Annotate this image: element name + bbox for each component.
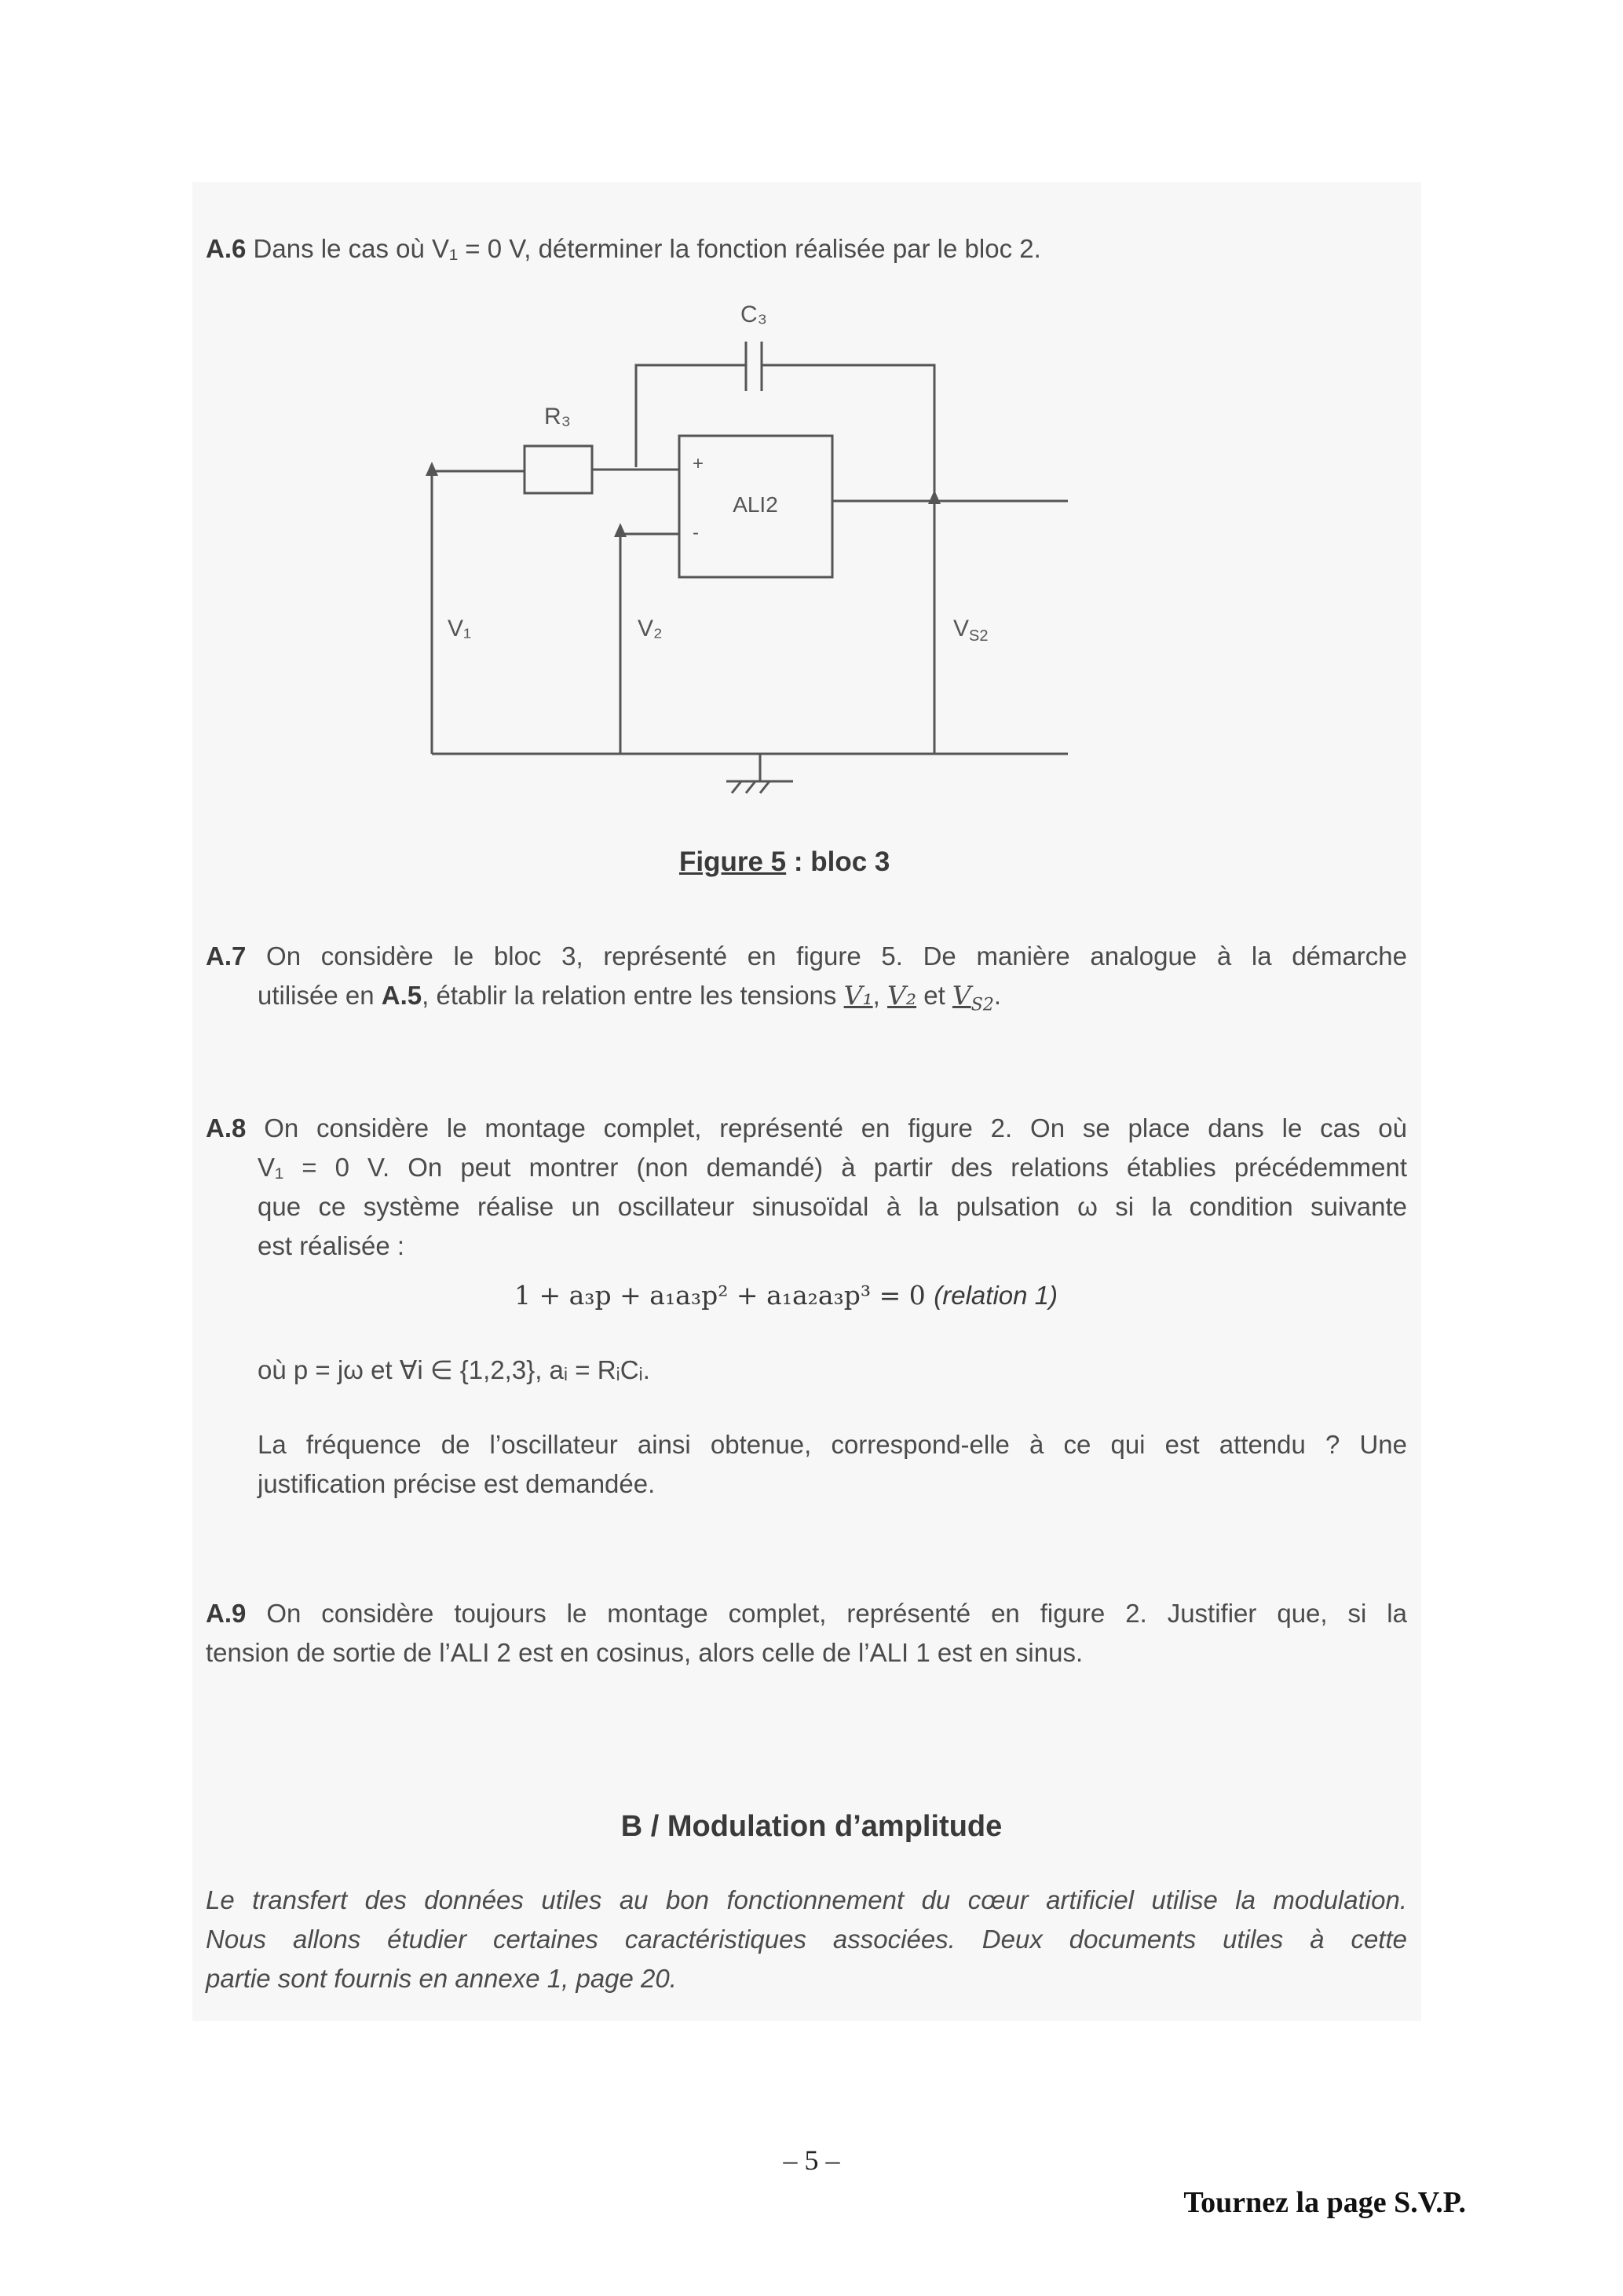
v2-wire: [620, 534, 679, 754]
section-title: B / Modulation d’amplitude: [620, 1810, 1003, 1843]
label-ali2: ALI2: [733, 492, 778, 517]
question-a7-line2: utilisée en A.5, établir la relation entre les tensions V₁, V₂ et $V_{S2}$.: [258, 980, 1002, 1015]
feedback-wire-left: [636, 365, 746, 467]
label-r3: R₃: [544, 404, 571, 430]
equation-relation-1: 1 + a₃p + a₁a₃p² + a₁a₂a₃p³ = 0 (relation 1): [514, 1280, 1058, 1311]
v2-arrow-icon: [614, 523, 627, 537]
label-v1: V₁: [448, 616, 472, 642]
question-a9-line2: tension de sortie de l’ALI 2 est en cosinus, alors celle de l’ALI 1 est en sinus.: [206, 1638, 1084, 1667]
vs2-arrow-icon: [928, 490, 941, 504]
page-number: – 5 –: [783, 2144, 840, 2176]
label-plus: +: [693, 453, 704, 474]
question-a6: [206, 229, 1041, 269]
question-a9: [206, 1594, 1407, 1633]
circuit-diagram: [408, 291, 1084, 832]
resistor-r3: [525, 446, 592, 493]
question-a8-line4: est réalisée :: [258, 1231, 405, 1260]
label-c3: C₃: [740, 302, 767, 327]
question-number: A.7: [206, 941, 247, 971]
question-a8-question-line2: justification précise est demandée.: [258, 1469, 656, 1498]
equation-definitions: où p = jω et ∀i ∈ {1,2,3}, aᵢ = RᵢCᵢ.: [258, 1355, 650, 1384]
question-a8-line3: que ce système réalise un oscillateur sinusoïdal à la pulsation ω si la condition suivante: [258, 1192, 1407, 1221]
v1-arrow-icon: [426, 462, 438, 476]
question-number: A.8: [206, 1113, 247, 1143]
question-a8-question-line1: La fréquence de l’oscillateur ainsi obtenue, correspond-elle à ce qui est attendu ? Une: [258, 1430, 1407, 1459]
question-a8: [206, 1109, 1407, 1148]
question-number: A.6: [206, 234, 247, 263]
turn-page-note: Tournez la page S.V.P.: [1183, 2186, 1466, 2219]
figure-caption: Figure 5 : bloc 3: [679, 846, 890, 877]
question-text: On considère toujours le montage complet, représenté en figure 2. Justifier que, si la: [266, 1599, 1407, 1628]
v1-wire: [432, 471, 525, 754]
label-minus: -: [693, 522, 699, 543]
question-a8-line2: V₁ = 0 V. On peut montrer (non demandé) à partir des relations établies précédemment: [258, 1153, 1407, 1182]
feedback-wire-right: [762, 365, 934, 501]
label-v2: V₂: [638, 616, 663, 642]
question-number: A.9: [206, 1599, 247, 1628]
section-intro: Le transfert des données utiles au bon fonctionnement du cœur artificiel utilise la modulation. Nous allons étudier certaines caractéristiques associées. Deux documents utiles à cette partie sont fournis en annexe 1, page 20.: [206, 1885, 1407, 1993]
question-text: On considère le bloc 3, représenté en figure 5. De manière analogue à la démarche: [266, 941, 1407, 971]
question-a7: [206, 937, 1407, 976]
question-text: On considère le montage complet, représenté en figure 2. On se place dans le cas où: [264, 1113, 1407, 1143]
question-text: Dans le cas où V₁ = 0 V, déterminer la fonction réalisée par le bloc 2.: [253, 234, 1041, 263]
label-vs2: $V_{S2}$: [953, 616, 989, 645]
